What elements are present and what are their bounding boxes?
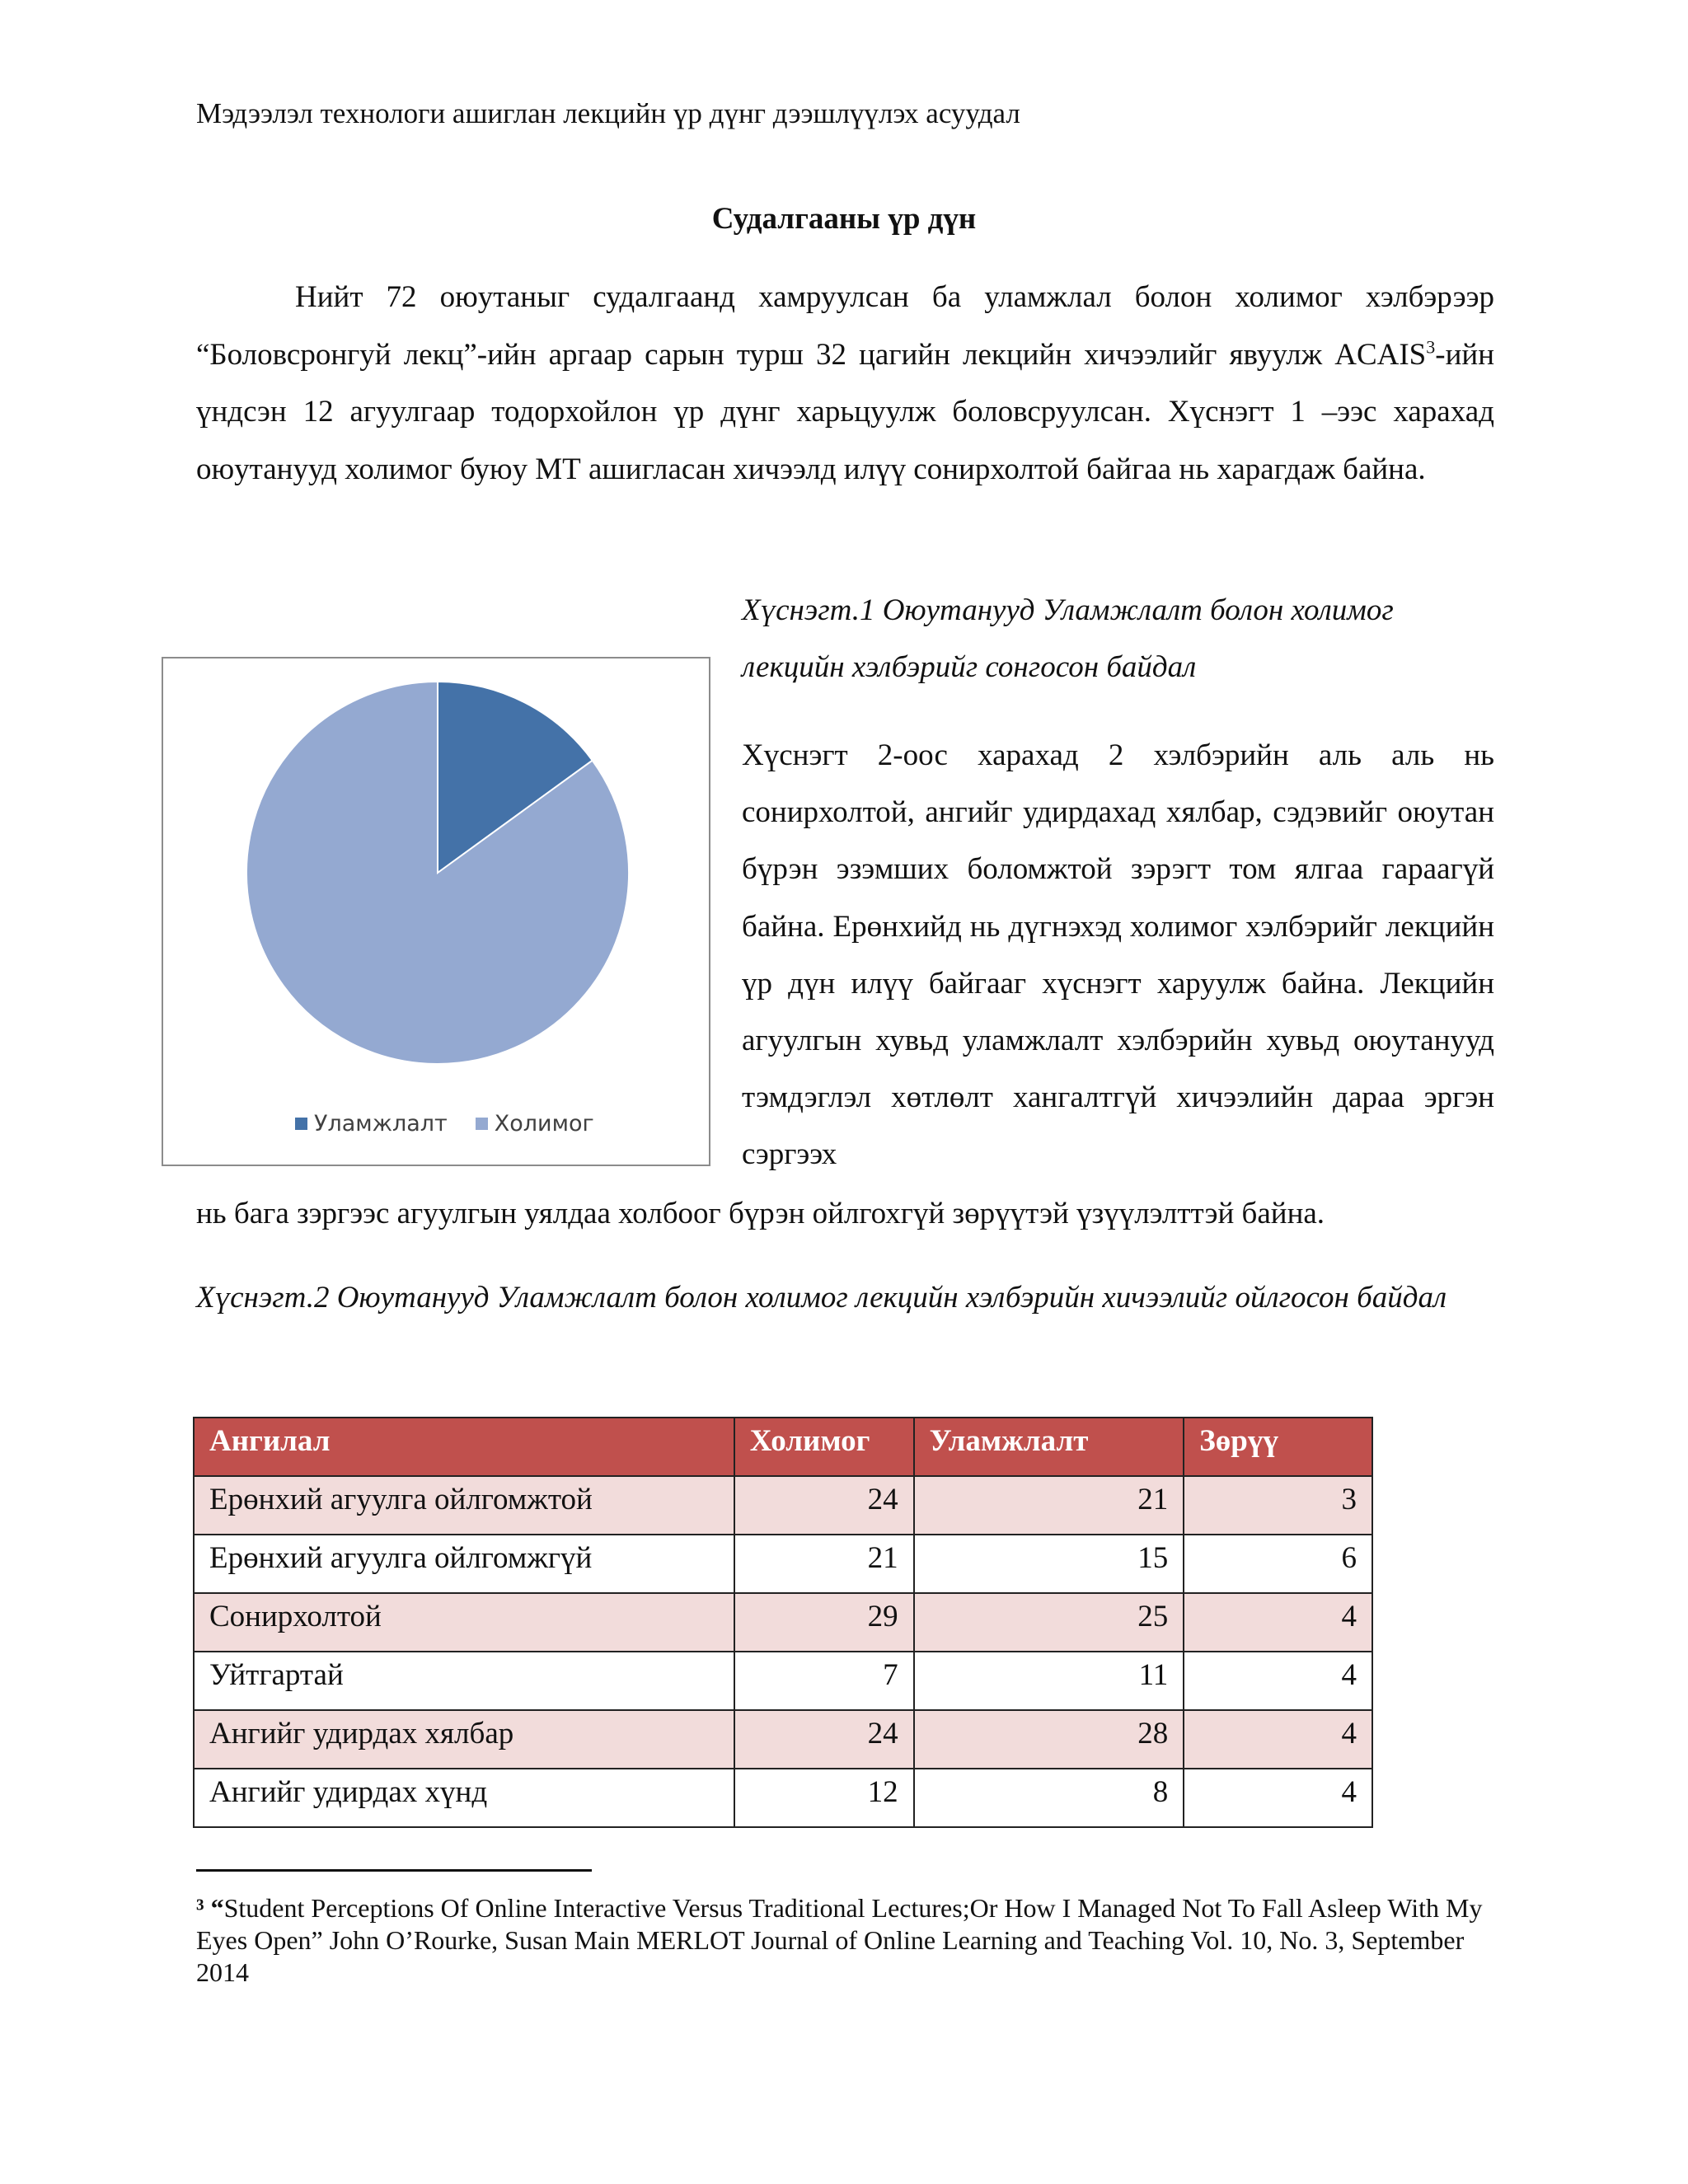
table-cell-category: Сонирхолтой bbox=[194, 1593, 734, 1652]
table-row bbox=[194, 1652, 1372, 1710]
table-cell-value: 21 bbox=[734, 1535, 914, 1593]
side-paragraph: Хүснэгт 2-оос харахад 2 хэлбэрийн аль аль нь сонирхолтой, ангийг удирдахад хялбар, сэдэвийг оюутан бүрэн эзэмших боломжтой зэрэгт том ялгаа гараагүй байна. Ерөнхийд нь дүгнэхэд холимог хэлбэрийг лекцийн үр дүн илүү байгааг хүснэгт харуулж байна. Лекцийн агуулгын хувьд уламжлалт хэлбэрийн хувьд оюутанууд тэмдэглэл хөтлөлт хангалтгүй хичээлийн дараа эргэн сэргээх bbox=[742, 738, 1494, 1172]
table-cell-category: Ерөнхий агуулга ойлгомжтой bbox=[194, 1476, 734, 1535]
table-row bbox=[194, 1593, 1372, 1652]
table-row bbox=[194, 1535, 1372, 1593]
footnote bbox=[196, 1892, 1494, 1989]
header-blended: Холимог bbox=[734, 1418, 914, 1476]
table-cell-value: 15 bbox=[914, 1535, 1184, 1593]
table-row bbox=[194, 1710, 1372, 1769]
legend-swatch bbox=[476, 1118, 488, 1130]
table-cell-category: Ангийг удирдах хүнд bbox=[194, 1769, 734, 1827]
table-row bbox=[194, 1769, 1372, 1827]
legend-item bbox=[295, 1111, 448, 1137]
running-header: Мэдээлэл технологи ашиглан лекцийн үр дүнг дээшлүүлэх асуудал bbox=[196, 97, 1020, 129]
header-difference: Зөрүү bbox=[1184, 1418, 1372, 1476]
table-cell-value: 11 bbox=[914, 1652, 1184, 1710]
paragraph-continuation: нь бага зэргээс агуулгын уялдаа холбоог бүрэн ойлгохгүй зөрүүтэй үзүүлэлттэй байна. bbox=[196, 1197, 1325, 1230]
figure2-caption: Хүснэгт.2 Оюутанууд Уламжлалт болон холимог лекцийн хэлбэрийн хичээлийг ойлгосон байдал bbox=[196, 1281, 1447, 1315]
table-cell-value: 8 bbox=[914, 1769, 1184, 1827]
footnote-divider bbox=[196, 1869, 592, 1872]
header-traditional: Уламжлалт bbox=[914, 1418, 1184, 1476]
intro-text-start: Нийт 72 оюутаныг судалгаанд хамруулсан ба уламжлал болон холимог хэлбэрээр “Боловсронгуй лекц”-ийн аргаар сарын турш 32 цагийн лекцийн хичээлийг явуулж ACAIS bbox=[196, 280, 1494, 372]
table-cell-value: 24 bbox=[734, 1476, 914, 1535]
table-cell-value: 24 bbox=[734, 1710, 914, 1769]
figure1-caption bbox=[742, 582, 1494, 696]
results-table bbox=[193, 1417, 1373, 1828]
footnote-mark: ³ “ bbox=[196, 1893, 224, 1923]
table-cell-value: 4 bbox=[1184, 1710, 1372, 1769]
table-cell-value: 21 bbox=[914, 1476, 1184, 1535]
header-category: Ангилал bbox=[194, 1418, 734, 1476]
pie-chart bbox=[162, 657, 710, 1166]
intro-paragraph bbox=[196, 269, 1494, 498]
pie-chart-canvas bbox=[163, 658, 709, 1165]
table-cell-value: 28 bbox=[914, 1710, 1184, 1769]
table-cell-category: Уйтгартай bbox=[194, 1652, 734, 1710]
chart-legend bbox=[295, 1111, 594, 1137]
table-cell-value: 29 bbox=[734, 1593, 914, 1652]
table-cell-category: Ерөнхий агуулга ойлгомжгүй bbox=[194, 1535, 734, 1593]
table-cell-value: 12 bbox=[734, 1769, 914, 1827]
table-cell-value: 4 bbox=[1184, 1769, 1372, 1827]
footnote-reference[interactable]: 3 bbox=[1426, 336, 1436, 358]
legend-label: Холимог bbox=[494, 1111, 594, 1137]
table-header-row bbox=[194, 1418, 1372, 1476]
legend-swatch bbox=[295, 1118, 307, 1130]
table-row bbox=[194, 1476, 1372, 1535]
footnote-text: Student Perceptions Of Online Interactive Versus Traditional Lectures;Or How I Managed Not To Fall Asleep With My Eyes Open” John O’Rourke, Susan Main MERLOT Journal of Online Learning and Teaching Vol. 10, No. 3, September 2014 bbox=[196, 1893, 1483, 1987]
table-cell-value: 3 bbox=[1184, 1476, 1372, 1535]
table-cell-category: Ангийг удирдах хялбар bbox=[194, 1710, 734, 1769]
table-cell-value: 4 bbox=[1184, 1652, 1372, 1710]
table-cell-value: 6 bbox=[1184, 1535, 1372, 1593]
legend-label: Уламжлалт bbox=[314, 1111, 448, 1137]
legend-item bbox=[476, 1111, 594, 1137]
section-title: Судалгааны үр дүн bbox=[711, 202, 977, 236]
table-cell-value: 4 bbox=[1184, 1593, 1372, 1652]
table-cell-value: 7 bbox=[734, 1652, 914, 1710]
figure1-caption-line2: лекцийн хэлбэрийг сонгосон байдал bbox=[742, 650, 1197, 684]
table-cell-value: 25 bbox=[914, 1593, 1184, 1652]
figure1-caption-line1: Хүснэгт.1 Оюутанууд Уламжлалт болон холимог bbox=[742, 593, 1394, 627]
intro-text-end: -ийн үндсэн 12 агуулгаар тодорхойлон үр дүнг харьцуулж боловсруулсан. Хүснэгт 1 –ээс харахад оюутанууд холимог буюу МТ ашигласан хичээлд илүү сонирхолтой байгаа нь харагдаж байна. bbox=[196, 337, 1494, 486]
